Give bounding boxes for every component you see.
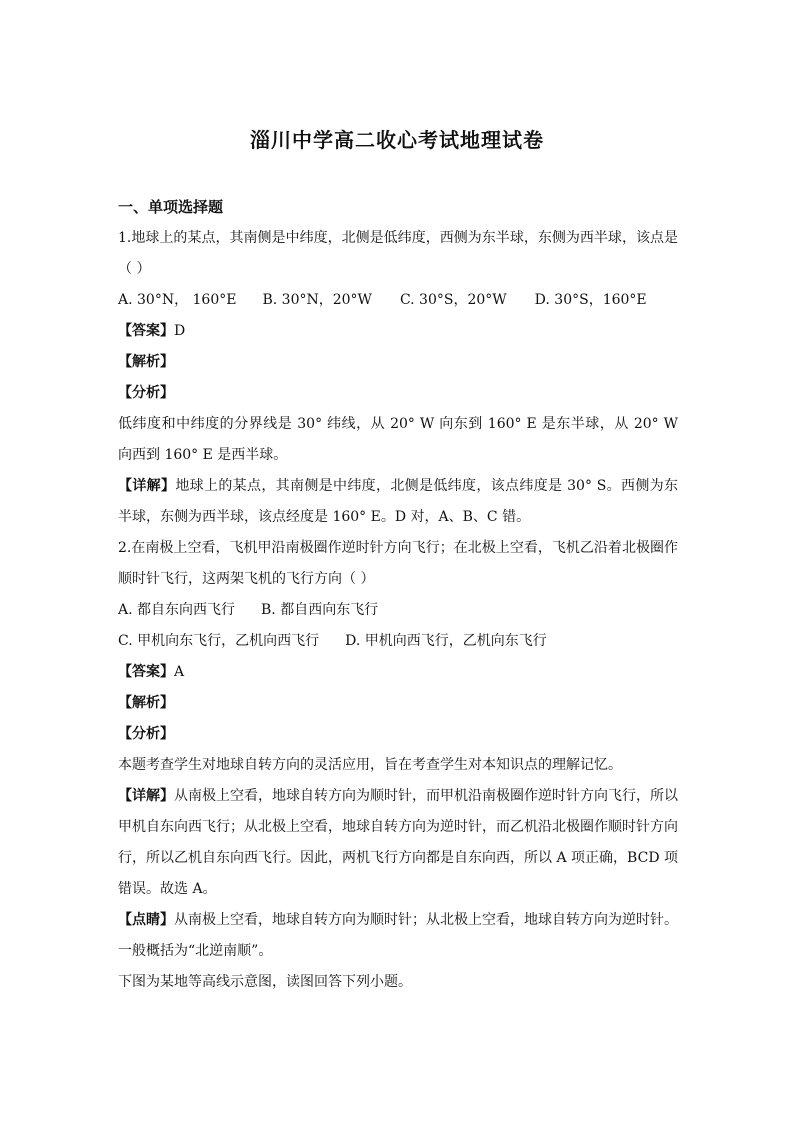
question-2-option-a: A. 都自东向西飞行 <box>118 602 236 618</box>
question-1-analysis-tag: 【解析】 <box>118 354 174 370</box>
question-2-analysis-tag: 【解析】 <box>118 695 174 711</box>
question-1-option-c: C. 30°S，20°W <box>399 292 507 308</box>
detail-text: 从南极上空看，地球自转方向为顺时针，而甲机沿南极圈作逆时针方向飞行，所以甲机自东向西飞行；从北极上空看，地球自转方向为逆时针，而乙机沿北极圈作顺时针方向行，所以乙机自东向西飞行。因此，两机飞行方向都是自东向西，所以 A 项正确，BCD 项错误。故选 A。 <box>118 788 678 897</box>
question-2-option-b: B. 都自西向东飞行 <box>261 602 379 618</box>
question-1-option-a: A. 30°N， 160°E <box>118 292 237 308</box>
question-1-detail <box>118 471 678 533</box>
question-2-options-row-2 <box>118 626 678 657</box>
question-1-fenxi-tag: 【分析】 <box>118 385 174 401</box>
dianjing-tag: 【点睛】 <box>118 912 174 928</box>
detail-tag: 【详解】 <box>118 788 174 804</box>
question-2-stem: 2.在南极上空看，飞机甲沿南极圈作逆时针方向飞行；在北极上空看，飞机乙沿着北极圈作顺时针飞行，这两架飞机的飞行方向（ ） <box>118 540 678 587</box>
dianjing-text: 从南极上空看，地球自转方向为顺时针；从北极上空看，地球自转方向为逆时针。一般概括为“北逆南顺”。 <box>118 912 678 959</box>
answer-value: A <box>174 664 185 680</box>
detail-tag: 【详解】 <box>118 478 176 494</box>
question-2-detail <box>118 781 678 905</box>
question-2-option-d: D. 甲机向西飞行，乙机向东飞行 <box>345 633 547 649</box>
question-2-answer <box>118 657 678 688</box>
section-heading: 一、单项选择题 <box>118 198 224 216</box>
document-body <box>118 192 678 998</box>
detail-text: 地球上的某点，其南侧是中纬度，北侧是低纬度，该点纬度是 30° S。西侧为东半球，东侧为西半球，该点经度是 160° E。D 对，A、B、C 错。 <box>118 478 678 525</box>
question-2-fenxi: 本题考查学生对地球自转方向的灵活应用，旨在考查学生对本知识点的理解记忆。 <box>118 757 622 773</box>
question-2-dianjing <box>118 905 678 967</box>
question-2-options-row-1 <box>118 595 678 626</box>
answer-value: D <box>174 323 186 339</box>
question-2-option-c: C. 甲机向东飞行，乙机向西飞行 <box>118 633 320 649</box>
question-1-answer <box>118 316 678 347</box>
next-question-intro: 下图为某地等高线示意图，读图回答下列小题。 <box>118 974 412 990</box>
question-1-stem: 1.地球上的某点，其南侧是中纬度，北侧是低纬度，西侧为东半球，东侧为西半球，该点是（ ） <box>118 230 678 277</box>
question-1-fenxi: 低纬度和中纬度的分界线是 30° 纬线，从 20° W 向东到 160° E 是东半球，从 20° W 向西到 160° E 是西半球。 <box>118 416 678 463</box>
answer-tag: 【答案】 <box>118 664 174 680</box>
question-1-option-b: B. 30°N，20°W <box>262 292 372 308</box>
question-2-fenxi-tag: 【分析】 <box>118 726 174 742</box>
page-title: 淄川中学高二收心考试地理试卷 <box>250 128 544 152</box>
answer-tag: 【答案】 <box>118 323 174 339</box>
question-1-option-d: D. 30°S，160°E <box>534 292 647 308</box>
question-1-options <box>118 285 678 316</box>
